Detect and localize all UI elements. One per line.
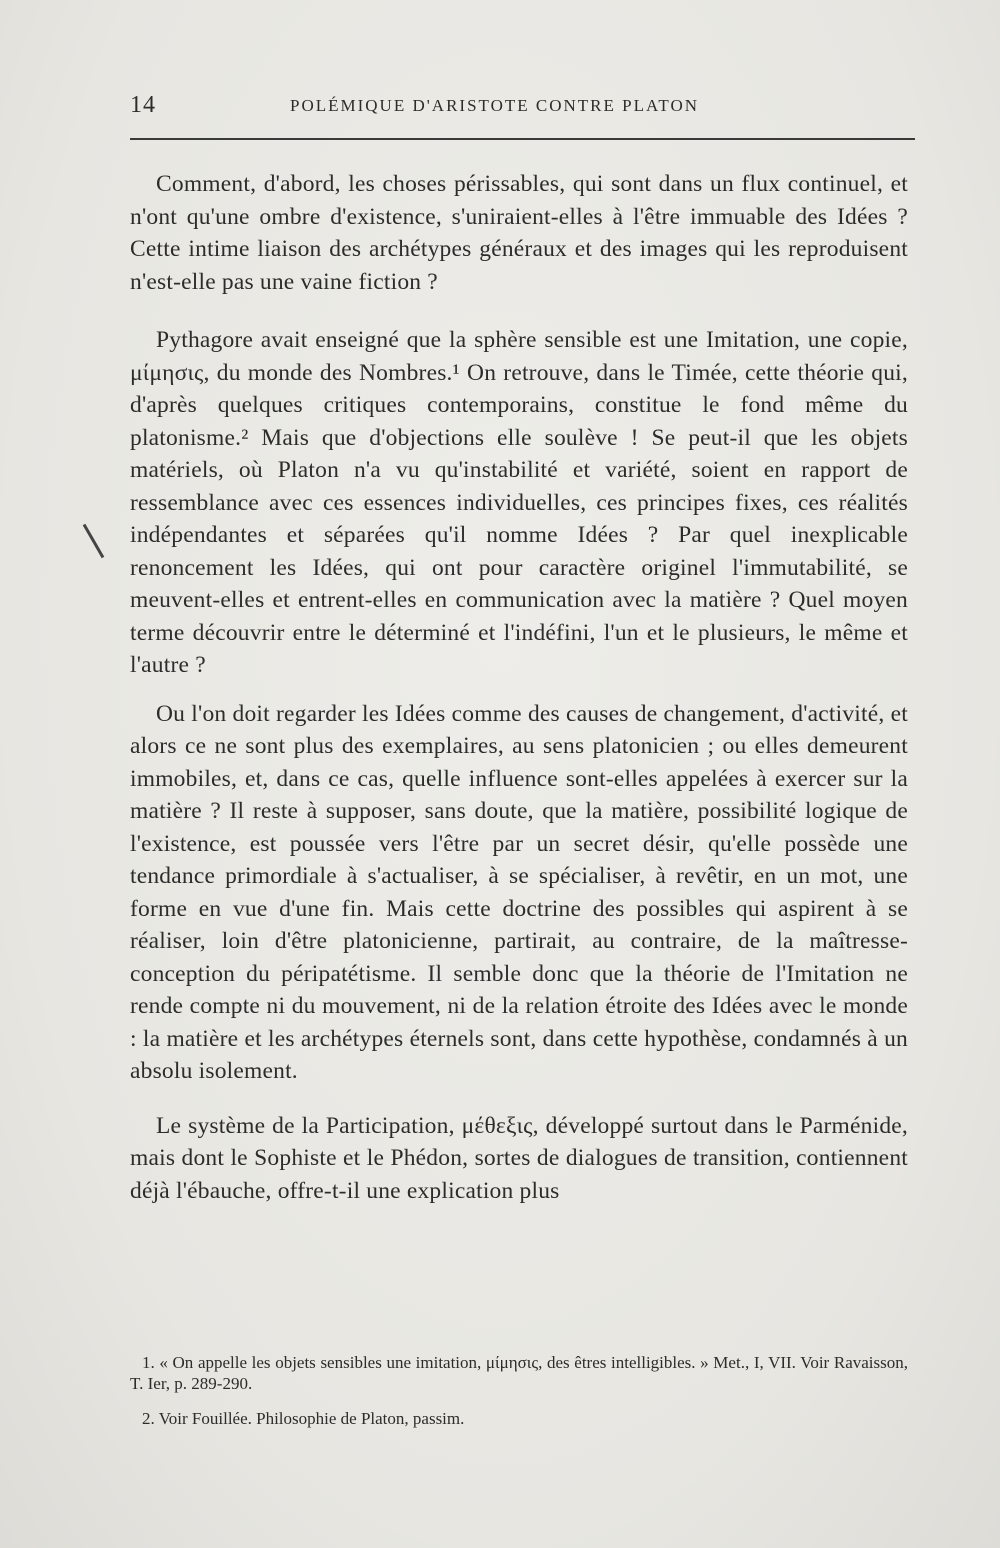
- running-head: [130, 92, 910, 122]
- paragraph-1: Comment, d'abord, les choses périssables, qui sont dans un flux continuel, et n'ont qu'une ombre d'existence, s'uniraient-elles à l'être immuable des Idées ? Cette intime liaison des archétypes généraux et des images qui les reproduisent n'est-elle pas une vaine fiction ?: [130, 171, 908, 295]
- paragraph-2: Pythagore avait enseigné que la sphère sensible est une Imitation, une copie, μίμησις, du monde des Nombres.¹ On retrouve, dans le Timée, cette théorie qui, d'après quelques critiques contemporains, constitue le fond même du platonisme.² Mais que d'objections elle soulève ! Se peut-il que les objets matériels, où Platon n'a vu qu'instabilité et variété, soient en rapport de ressemblance avec ces essences individuelles, ces principes fixes, ces réalités indépendantes et séparées qu'il nomme Idées ? Par quel inexplicable renoncement les Idées, qui ont pour caractère originel l'immutabilité, se meuvent-elles et entrent-elles en communication avec la matière ? Quel moyen terme découvrir entre le déterminé et l'indéfini, l'un et le plusieurs, le même et l'autre ?: [130, 327, 908, 678]
- body-text: [130, 168, 908, 1207]
- margin-pencil-mark: [83, 524, 105, 558]
- page-number: 14: [130, 92, 156, 118]
- running-title: POLÉMIQUE D'ARISTOTE CONTRE PLATON: [290, 96, 700, 115]
- footnote-2: 2. Voir Fouillée. Philosophie de Platon, passim.: [142, 1409, 465, 1428]
- header-rule: [130, 138, 915, 140]
- footnote-1: 1. « On appelle les objets sensibles une imitation, μίμησις, des êtres intelligibles. » Met., I, VII. Voir Ravaisson, T. Ier, p. 289-290.: [130, 1353, 908, 1393]
- footnotes: [130, 1352, 908, 1429]
- paragraph-4: Le système de la Participation, μέθεξις, développé surtout dans le Parménide, mais dont le Sophiste et le Phédon, sortes de dialogues de transition, contiennent déjà l'ébauche, offre-t-il une explication plus: [130, 1112, 908, 1204]
- paragraph-3: Ou l'on doit regarder les Idées comme des causes de changement, d'activité, et alors ce ne sont plus des exemplaires, au sens platonicien ; ou elles demeurent immobiles, et, dans ce cas, quelle influence sont-elles appelées à exercer sur la matière ? Il reste à supposer, sans doute, que la matière, possibilité logique de l'existence, est poussée vers l'être par un secret désir, qu'elle possède une tendance primordiale à s'actualiser, à se spécialiser, à revêtir, en un mot, une forme en vue d'une fin. Mais cette doctrine des possibles qui aspirent à se réaliser, loin d'être platonicienne, partirait, au contraire, de la maîtresse-conception du péripatétisme. Il semble donc que la théorie de l'Imitation ne rende compte ni du mouvement, ni de la relation étroite des Idées avec le monde : la matière et les archétypes éternels sont, dans cette hypothèse, condamnés à un absolu isolement.: [130, 700, 908, 1084]
